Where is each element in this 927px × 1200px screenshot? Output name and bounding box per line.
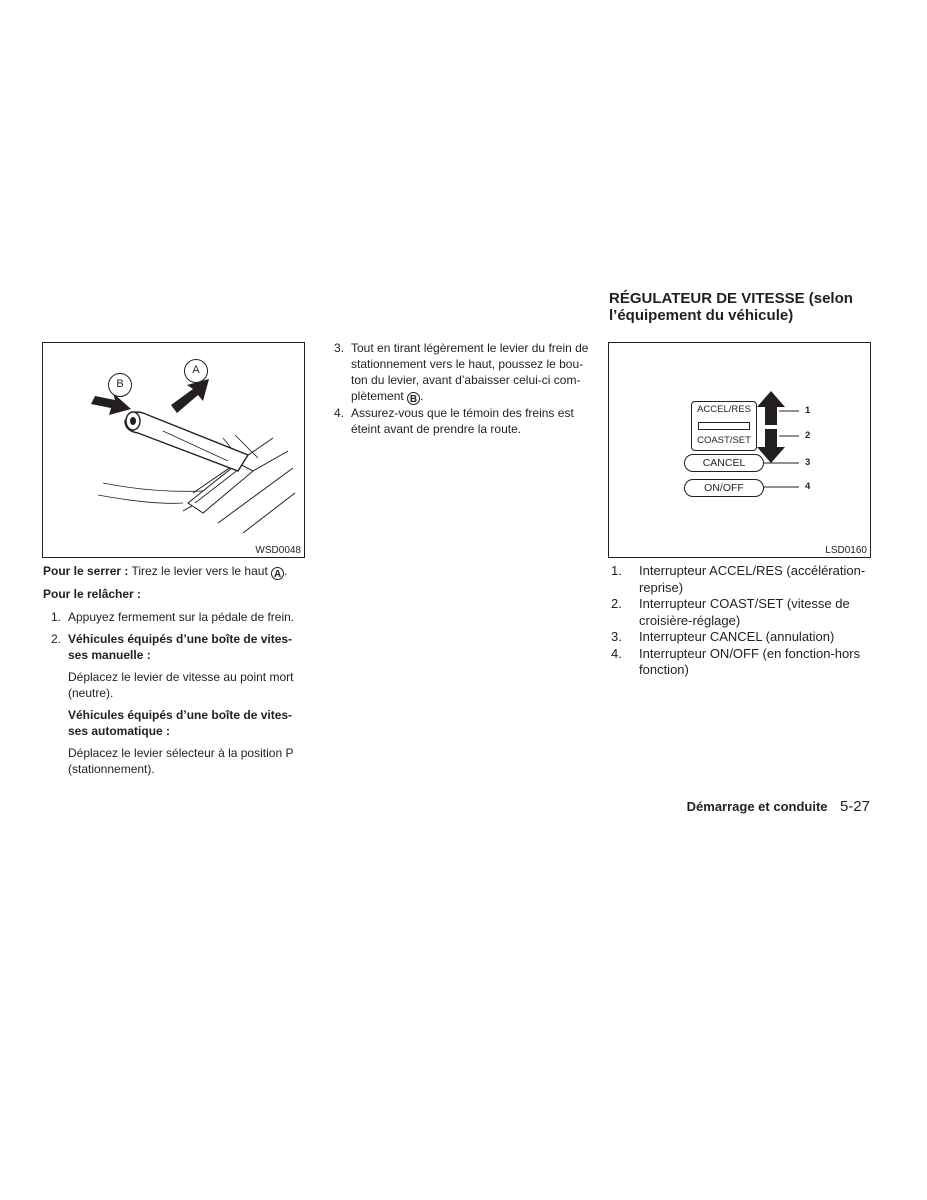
parking-brake-figure (42, 342, 305, 558)
auto-heading-line2: ses automatique : (68, 724, 171, 738)
serrer-end: . (284, 564, 288, 578)
list-item-number: 4. (611, 645, 622, 661)
serrer-text: Tirez le levier vers le haut (131, 564, 268, 578)
item3-end: . (420, 389, 424, 403)
list-item-text: Appuyez fermement sur la pédale de frein. (68, 610, 295, 624)
callout-a-label: A (192, 364, 200, 376)
manual-text-line1: Déplacez le levier de vitesse au point mort (68, 670, 294, 684)
cruise-control-figure (608, 342, 871, 558)
list-item (611, 646, 881, 679)
relacher-heading: Pour le relâcher : (43, 587, 142, 601)
item4-line2: éteint avant de prendre la route. (351, 422, 522, 436)
manual-heading-line2: ses manuelle : (68, 648, 151, 662)
list-item-number: 3. (334, 341, 345, 355)
callout-4: 4 (805, 481, 811, 492)
auto-text-line1: Déplacez le levier sélecteur à la position P (68, 746, 294, 760)
parking-brake-lever-illustration (43, 343, 304, 557)
list-item-number: 2. (611, 596, 622, 611)
page-footer (600, 798, 870, 816)
page-number: 5-27 (839, 798, 870, 815)
serrer-paragraph (43, 563, 308, 580)
list-item-line1: Interrupteur ON/OFF (en fonction-hors (639, 645, 861, 661)
list-item-line1: Interrupteur CANCEL (annulation) (639, 629, 835, 644)
manual-text (68, 669, 308, 701)
list-item-number: 3. (611, 629, 622, 644)
list-item-number: 1. (51, 610, 62, 624)
switch-list (611, 563, 881, 679)
list-item-line2: reprise) (639, 579, 684, 595)
list-item-line1: Interrupteur COAST/SET (vitesse de (639, 596, 850, 611)
list-item (611, 596, 881, 629)
callout-2: 2 (805, 430, 811, 441)
item3-line1: Tout en tirant légèrement le levier du frein de (351, 341, 589, 355)
figure-code: LSD0160 (825, 545, 867, 556)
list-item-number: 2. (51, 632, 62, 646)
auto-heading-line1: Véhicules équipés d’une boîte de vites- (68, 708, 293, 722)
list-item-line2: croisière-réglage) (639, 612, 741, 628)
circle-letter-b: B (407, 392, 420, 405)
auto-text (68, 745, 308, 777)
list-item-line1: Interrupteur ACCEL/RES (accélération- (639, 563, 866, 578)
callout-a (184, 359, 208, 383)
section-title-line2: l’équipement du véhicule) (609, 307, 794, 324)
section-title (609, 290, 899, 324)
footer-section-title: Démarrage et conduite (686, 799, 828, 814)
callout-1: 1 (805, 405, 811, 416)
callout-b (108, 373, 132, 397)
manual-heading-line1: Véhicules équipés d’une boîte de vites- (68, 632, 293, 646)
item3-line4 (351, 388, 423, 405)
section-title-line1: RÉGULATEUR DE VITESSE (selon (609, 290, 853, 307)
item4-line1: Assurez-vous que le témoin des freins est (351, 406, 574, 420)
auto-text-line2: (stationnement). (68, 762, 155, 776)
list-item-number: 1. (611, 563, 622, 578)
circle-letter-a: A (271, 567, 284, 580)
cancel-label: CANCEL (702, 457, 746, 469)
onoff-label: ON/OFF (704, 482, 744, 494)
list-item-line2: fonction) (639, 662, 689, 677)
item3-line3: ton du levier, avant d’abaisser celui-ci com- (351, 373, 581, 387)
list-item (611, 629, 881, 646)
serrer-label: Pour le serrer : (43, 564, 129, 578)
figure-code: WSD0048 (255, 545, 301, 556)
coast-label: COAST/SET (697, 435, 751, 446)
auto-heading (68, 707, 308, 739)
callout-b-label: B (116, 378, 124, 390)
list-item-number: 4. (334, 406, 345, 420)
leader-lines (609, 343, 870, 557)
manual-text-line2: (neutre). (68, 686, 114, 700)
list-item (611, 563, 881, 596)
callout-3: 3 (805, 457, 811, 468)
item3-last-line: plètement (351, 389, 404, 403)
item3-line2: stationnement vers le haut, poussez le bou- (351, 357, 584, 371)
accel-label: ACCEL/RES (697, 404, 751, 415)
